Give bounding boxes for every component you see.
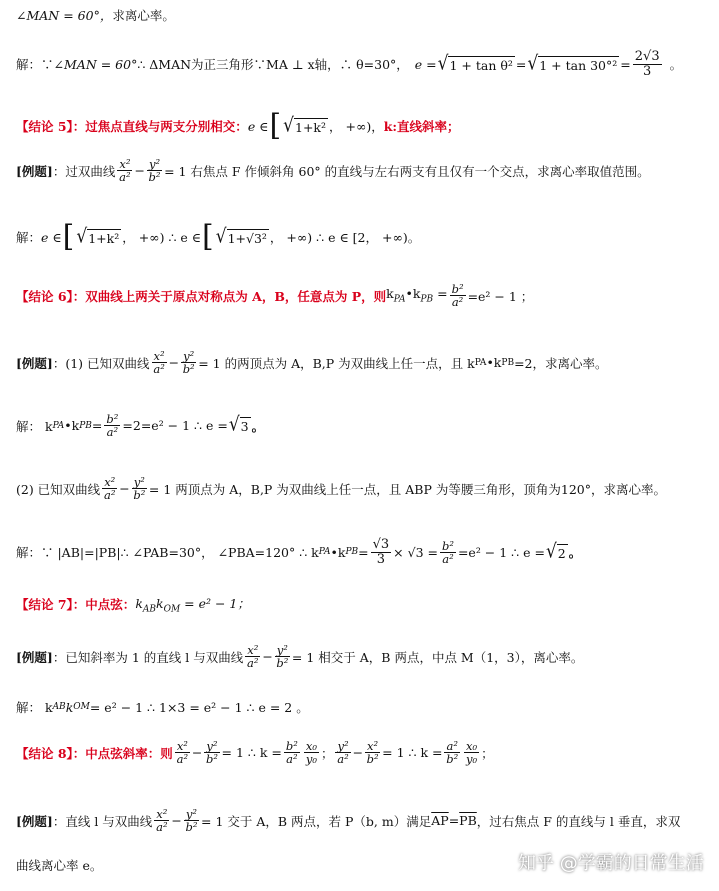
interval-mid: ， +∞: [269, 230, 308, 245]
conclusion-title: 【结论 6】：双曲线上两关于原点对称点为 A，B，任意点为 P，则: [16, 288, 387, 304]
fraction: $\frac{\text{a²}}{\text{b²}}$: [446, 739, 459, 767]
therefore-text: ) ∴ e ∈ [2， +∞)。: [307, 230, 421, 245]
sqrt-expression: √ 1 + tan 30°²: [527, 52, 618, 76]
fraction: $\frac{\text{x₀}}{\text{y₀}}$: [305, 739, 317, 767]
example-text: ：过双曲线: [52, 163, 116, 179]
fraction: $\frac{\text{b²}}{\text{a²}}$: [106, 412, 119, 440]
solution-prefix: 解： k: [16, 418, 53, 434]
task-text: 求离心率。: [112, 8, 175, 23]
sqrt-expression: √ 1 + tan θ²: [437, 52, 513, 76]
fraction: $\frac{\text{b²}}{\text{a²}}$: [441, 538, 454, 566]
sqrt-expression: √ 1+√3²: [215, 224, 267, 248]
angle-text: ∠MAN = 60°: [53, 56, 138, 72]
angle-expression: ∠MAN = 60°，: [16, 8, 113, 23]
equals-sign: =: [515, 56, 527, 72]
example-7: [16, 644, 711, 669]
solution-5: 解： e ∈ [ √ 1+k² ， +∞ ) ∴ e ∈ [ √ 1+√3² ， +∞ ) ∴ e ∈ [2， +∞)。: [16, 219, 421, 254]
example-text: ，过右焦点 F 的直线与 l 垂直，求双: [476, 813, 681, 829]
solution-prefix: 解：∵: [16, 57, 54, 73]
example-text: (2) 已知双曲线: [16, 481, 101, 497]
solution-prefix: 解： k: [16, 700, 53, 715]
example-text: = 1 交于 A，B 两点，若 P（b, m）满足: [201, 813, 432, 829]
solution-line-1: [16, 50, 711, 78]
conclusion-tail: =e² − 1 ；: [467, 288, 534, 304]
example-tag: [例题]: [16, 649, 53, 665]
conclusion-5: 【结论 5】：过焦点直线与两支分别相交： e ∈ [ √ 1+k² ， +∞)， k:直线斜率；: [16, 108, 460, 143]
example-text: ：直线 l 与双曲线: [52, 813, 153, 829]
interval-mid: ， +∞: [122, 230, 160, 245]
conclusion-title: 【结论 8】：中点弦斜率：则: [16, 745, 173, 761]
vector-ap: $\overline{AP}$: [431, 813, 449, 829]
vector-pb: $\overline{PB}$: [459, 813, 477, 829]
fraction: $\frac{\text{x²}}{\text{b²}}$: [366, 739, 379, 767]
conclusion-6: 【结论 6】：双曲线上两关于原点对称点为 A，B，任意点为 P，则 $k_{PA}•k_{PB}$ = $\frac{\text{b²}}{\text{a²}}$ =e² − 1 ；: [16, 282, 534, 310]
fraction: $\frac{√3}{3}$: [372, 537, 390, 567]
fraction: $\frac{\text{b²}}{\text{a²}}$: [451, 282, 464, 310]
example-text: ：已知斜率为 1 的直线 l 与双曲线: [52, 649, 244, 665]
conclusion-title: 【结论 7】：中点弦：: [16, 597, 136, 613]
example-tag: [例题]: [16, 163, 53, 179]
fraction: $\frac{\text{b²}}{\text{a²}}$: [285, 739, 298, 767]
fraction: $\frac{\text{y²}}{\text{b²}}$: [205, 739, 218, 767]
solution-6b: 解：∵ |AB|=|PB|∴ ∠PAB=30°， ∠PBA=120° ∴ k PA •k PB = $\frac{√3}{3}$ × √3 = $\frac{\text{b²}}{\text{a²}}$ =e² − 1 ∴ e = √ 2 。: [16, 537, 582, 567]
example-8: [例题] ：直线 l 与双曲线 $\frac{\text{x²}}{\text{a²}}$ − $\frac{\text{y²}}{\text{b²}}$ = 1 交于 A，B 两点，若 P（b, m）满足 $\overline{AP}$ = $\overline{PB}$ ，过右焦点 F 的直线与 l 垂直，求双: [16, 807, 681, 835]
times-text: × √3 =: [393, 544, 438, 560]
fraction: $\frac{\text{x²}}{\text{a²}}$: [156, 807, 168, 835]
therefore-text: ) ∴ e ∈: [159, 229, 201, 245]
minus-sign: −: [134, 163, 145, 179]
example-tag: [例题]: [16, 355, 53, 371]
conclusion-7: [16, 594, 711, 615]
problem-statement-line: [16, 6, 711, 24]
zhihu-watermark: 知乎 @学霸的日常生活: [518, 853, 704, 874]
minus-sign: −: [119, 481, 130, 497]
minus-sign: −: [262, 649, 273, 665]
example-text: = 1 的两顶点为 A，B,P 为双曲线上任一点，且 k: [198, 355, 475, 371]
fraction: $\frac{2√3}{3}$: [634, 49, 660, 79]
example-tag: [例题]: [16, 813, 53, 829]
solution-prefix: 解：∵ |AB|=|PB|∴ ∠PAB=30°， ∠PBA=120° ∴ k: [16, 545, 319, 561]
fraction: $\frac{\text{y²}}{\text{a²}}$: [337, 739, 349, 767]
example-text: =2，求离心率。: [514, 355, 608, 371]
k-label: k:直线斜率；: [383, 119, 460, 134]
sqrt-expression: √ 1+k²: [283, 113, 327, 137]
fraction: $\frac{\text{y²}}{\text{b²}}$: [182, 349, 195, 377]
sqrt-expression: √ 1+k²: [76, 224, 120, 248]
fraction: $\frac{\text{x²}}{\text{a²}}$: [104, 475, 116, 503]
example-text: ：(1) 已知双曲线: [52, 355, 150, 371]
example-text: = 1 相交于 A，B 两点，中点 M（1，3），离心率。: [291, 649, 584, 665]
sqrt-expression: √ 2: [545, 540, 566, 564]
fraction: $\frac{\text{x²}}{\text{a²}}$: [247, 643, 259, 671]
solution-7: 解： k AB k OM = e² − 1 ∴ 1×3 = e² − 1 ∴ e = 2 。: [16, 699, 309, 715]
conclusion-8: 【结论 8】：中点弦斜率：则 $\frac{\text{x²}}{\text{a²}}$ − $\frac{\text{y²}}{\text{b²}}$ = 1 ∴ k = $\frac{\text{b²}}{\text{a²}}$ $\frac{\text{x₀}}{\text{y₀}}$ ； $\frac{\text{y²}}{\text{a²}}$ − $\frac{\text{x²}}{\text{b²}}$ = 1 ∴ k = $\frac{\text{a²}}{\text{b²}}$ $\frac{\text{x₀}}{\text{y₀}}$ ；: [16, 739, 494, 767]
fraction: $\frac{\text{x²}}{\text{a²}}$: [176, 739, 189, 767]
equals-sign: =: [620, 56, 631, 72]
interval-tail: ， +∞)，: [329, 119, 384, 134]
solution-prefix: 解：: [16, 230, 42, 245]
fraction: $\frac{\text{x²}}{\text{a²}}$: [153, 349, 165, 377]
example-6a: [例题] ：(1) 已知双曲线 $\frac{\text{x²}}{\text{a²}}$ − $\frac{\text{y²}}{\text{b²}}$ = 1 的两顶点为 A，B,P 为双曲线上任一点，且 k PA •k PB =2，求离心率。: [16, 349, 608, 377]
solution-text: = e² − 1 ∴ 1×3 = e² − 1 ∴ e = 2 。: [89, 700, 309, 715]
example-text: = 1 两顶点为 A，B,P 为双曲线上任一点，且 ABP 为等腰三角形，顶角为120°，求离心率。: [148, 481, 666, 497]
example-6b: [16, 476, 711, 501]
midpoint-formula: $k_{AB}k_{OM} = e^2 - 1$；: [135, 596, 250, 615]
e-in: e ∈: [247, 118, 269, 134]
fraction: $\frac{\text{y²}}{\text{b²}}$: [185, 807, 198, 835]
e-in: e ∈: [41, 229, 62, 245]
fraction: $\frac{\text{x₀}}{\text{y₀}}$: [465, 739, 478, 767]
example-text: = 1 右焦点 F 作倾斜角 60° 的直线与左右两支有且仅有一个交点，求离心率取值范围。: [164, 163, 650, 179]
fraction: $\frac{\text{y²}}{\text{b²}}$: [133, 475, 146, 503]
example-text: 曲线离心率 e。: [16, 858, 103, 873]
minus-sign: −: [168, 355, 180, 371]
conclusion-title: 【结论 5】：过焦点直线与两支分别相交：: [16, 119, 248, 134]
sqrt-expression: √ 3: [228, 413, 249, 437]
fraction: $\frac{\text{y²}}{\text{b²}}$: [276, 643, 289, 671]
fraction: $\frac{\text{x²}}{\text{a²}}$: [119, 157, 131, 185]
solution-text: =2=e² − 1 ∴ e =: [122, 418, 228, 434]
fraction: $\frac{\text{y²}}{\text{b²}}$: [148, 157, 161, 185]
period: 。: [669, 57, 683, 73]
reasoning-text: ∴ ΔMAN为正三角形∵MA ⊥ x轴，∴ θ=30°，: [137, 57, 409, 73]
example-5: [16, 158, 711, 183]
solution-text: =e² − 1 ∴ e =: [457, 544, 545, 560]
e-equals: e =: [414, 56, 437, 72]
solution-6a: 解： k PA •k PB = $\frac{\text{b²}}{\text{a²}}$ =2=e² − 1 ∴ e = √ 3 。: [16, 412, 265, 440]
